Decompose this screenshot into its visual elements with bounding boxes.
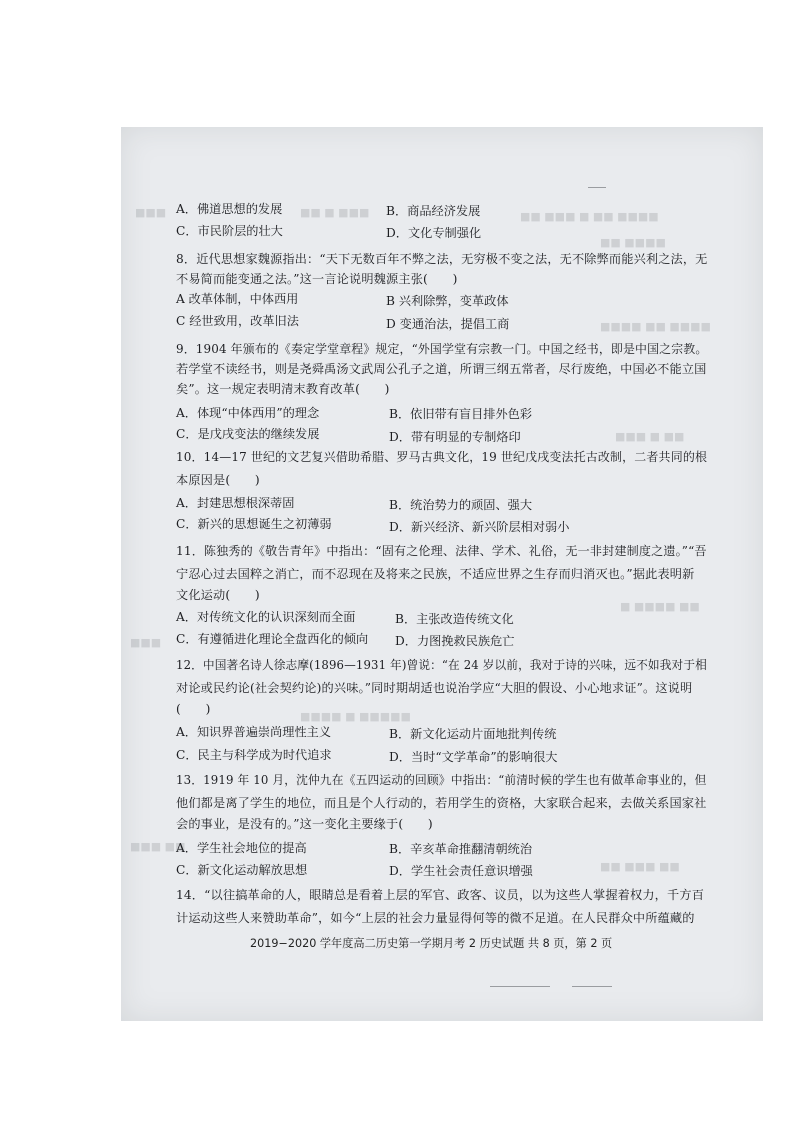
- q8-option-c: C 经世致用，改革旧法: [176, 314, 299, 328]
- q9-option-d: D．带有明显的专制烙印: [389, 430, 521, 444]
- q13-option-d: D．学生社会责任意识增强: [389, 864, 533, 878]
- q12-stem-line-3: ( ): [176, 702, 211, 716]
- q8-option-d: D 变通治法，提倡工商: [386, 317, 510, 331]
- bleed-through-mark: ■■ ■■■■: [600, 236, 666, 249]
- q11-stem-line-1: 11．陈独秀的《敬告青年》中指出：“固有之伦理、法律、学术、礼俗，无一非封建制度之遗。”“吾: [176, 544, 707, 558]
- q12-option-b: B．新文化运动片面地批判传统: [389, 727, 557, 741]
- q13-stem-line-1: 13．1919 年 10 月，沈仲九在《五四运动的回顾》中指出：“前清时候的学生也有做革命事业的，但: [176, 773, 707, 787]
- q9-option-b: B．依旧带有盲目排外色彩: [389, 407, 533, 421]
- q12-option-a: A．知识界普遍崇尚理性主义: [176, 725, 332, 739]
- q13-option-c: C．新文化运动解放思想: [176, 863, 308, 877]
- q9-option-a: A．体现“中体西用”的理念: [176, 406, 320, 420]
- q10-option-d: D．新兴经济、新兴阶层相对弱小: [389, 520, 570, 534]
- q7-option-b: B．商品经济发展: [386, 204, 481, 218]
- q11-option-b: B．主张改造传统文化: [395, 612, 514, 626]
- bleed-through-mark: ■ ■■■■ ■■: [620, 600, 700, 613]
- q7-option-c: C．市民阶层的壮大: [176, 224, 283, 238]
- q11-stem-line-2: 宁忍心过去国粹之消亡，而不忍现在及将来之民族，不适应世界之生存而归消灭也。”据此表明新: [176, 567, 695, 581]
- bleed-through-mark: ■■ ■■■ ■■: [600, 860, 680, 873]
- q13-stem-line-2: 他们都是离了学生的地位，而且是个人行动的，若用学生的资格，大家联合起来，去做关系国家社: [176, 796, 707, 810]
- bleed-through-mark: ■■■ ■■: [130, 840, 186, 853]
- q10-stem-line-2: 本原因是( ): [176, 473, 260, 487]
- q10-option-a: A．封建思想根深蒂固: [176, 496, 295, 510]
- q9-stem-line-2: 若学堂不读经书，则是尧舜禹汤文武周公孔子之道，所谓三纲五常者，尽行废绝，中国必不能立国: [176, 362, 707, 376]
- q7-option-d: D．文化专制强化: [386, 226, 482, 240]
- q8-option-a: A 改革体制，中体西用: [176, 292, 299, 306]
- q12-option-c: C．民主与科学成为时代追求: [176, 748, 332, 762]
- bleed-through-mark: ■■■■ ■ ■■■■■: [300, 710, 411, 723]
- bleed-through-mark: ■■■■ ■■ ■■■■: [600, 320, 711, 333]
- q13-stem-line-3: 会的事业，是没有的。”这一变化主要缘于( ): [176, 817, 433, 831]
- q11-stem-line-3: 文化运动( ): [176, 588, 260, 602]
- q14-stem-line-2: 计运动这些人来赞助革命”，如今“上层的社会力量显得何等的微不足道。在人民群众中所蕴藏的: [176, 911, 695, 925]
- bleed-through-mark: ■■■ ■ ■■: [615, 430, 685, 443]
- q9-option-c: C．是戊戌变法的继续发展: [176, 427, 320, 441]
- q10-option-c: C．新兴的思想诞生之初薄弱: [176, 517, 332, 531]
- q8-stem-line-1: 8．近代思想家魏源指出：“天下无数百年不弊之法，无穷极不变之法，无不除弊而能兴利之法，无: [176, 252, 708, 266]
- q12-stem-line-1: 12．中国著名诗人徐志摩(1896—1931 年)曾说：“在 24 岁以前，我对于诗的兴味，远不如我对于相: [176, 658, 707, 672]
- bottom-rule: [572, 986, 612, 987]
- q14-stem-line-1: 14．“以往搞革命的人，眼睛总是看着上层的军官、政客、议员，以为这些人掌握着权力，千方百: [176, 888, 705, 902]
- q13-option-a: A．学生社会地位的提高: [176, 841, 307, 855]
- bottom-rule: [490, 986, 550, 987]
- top-rule: [588, 187, 606, 188]
- q7-option-a: A．佛道思想的发展: [176, 202, 283, 216]
- q9-stem-line-3: 矣”。这一规定表明清末教育改革( ): [176, 382, 390, 396]
- q9-stem-line-1: 9．1904 年颁布的《奏定学堂章程》规定，“外国学堂有宗教一门。中国之经书，即是中国之宗教。: [176, 342, 708, 356]
- q8-stem-line-2: 不易简而能变通之法。”这一言论说明魏源主张( ): [176, 272, 458, 286]
- q8-option-b: B 兴利除弊，变革政体: [386, 294, 509, 308]
- q11-option-c: C．有遵循进化理论全盘西化的倾向: [176, 632, 369, 646]
- bleed-through-mark: ■■ ■ ■■■: [300, 206, 370, 219]
- q10-stem-line-1: 10．14—17 世纪的文艺复兴借助希腊、罗马古典文化，19 世纪戊戌变法托古改制，二者共同的根: [176, 450, 708, 464]
- q13-option-b: B．辛亥革命推翻清朝统治: [389, 842, 533, 856]
- q11-option-d: D．力图挽救民族危亡: [395, 634, 515, 648]
- q12-stem-line-2: 对论或民约论(社会契约论)的兴味。”同时期胡适也说治学应“大胆的假设、小心地求证”。这说明: [176, 681, 693, 695]
- bleed-through-mark: ■■■: [135, 206, 167, 219]
- q10-option-b: B．统治势力的顽固、强大: [389, 498, 533, 512]
- q11-option-a: A．对传统文化的认识深刻而全面: [176, 610, 356, 624]
- page-footer: 2019−2020 学年度高二历史第一学期月考 2 历史试题 共 8 页，第 2 页: [250, 937, 613, 950]
- q12-option-d: D．当时“文学革命”的影响很大: [389, 750, 558, 764]
- bleed-through-mark: ■■■: [130, 636, 162, 649]
- bleed-through-mark: ■■ ■■■ ■ ■■ ■■■■: [520, 210, 659, 223]
